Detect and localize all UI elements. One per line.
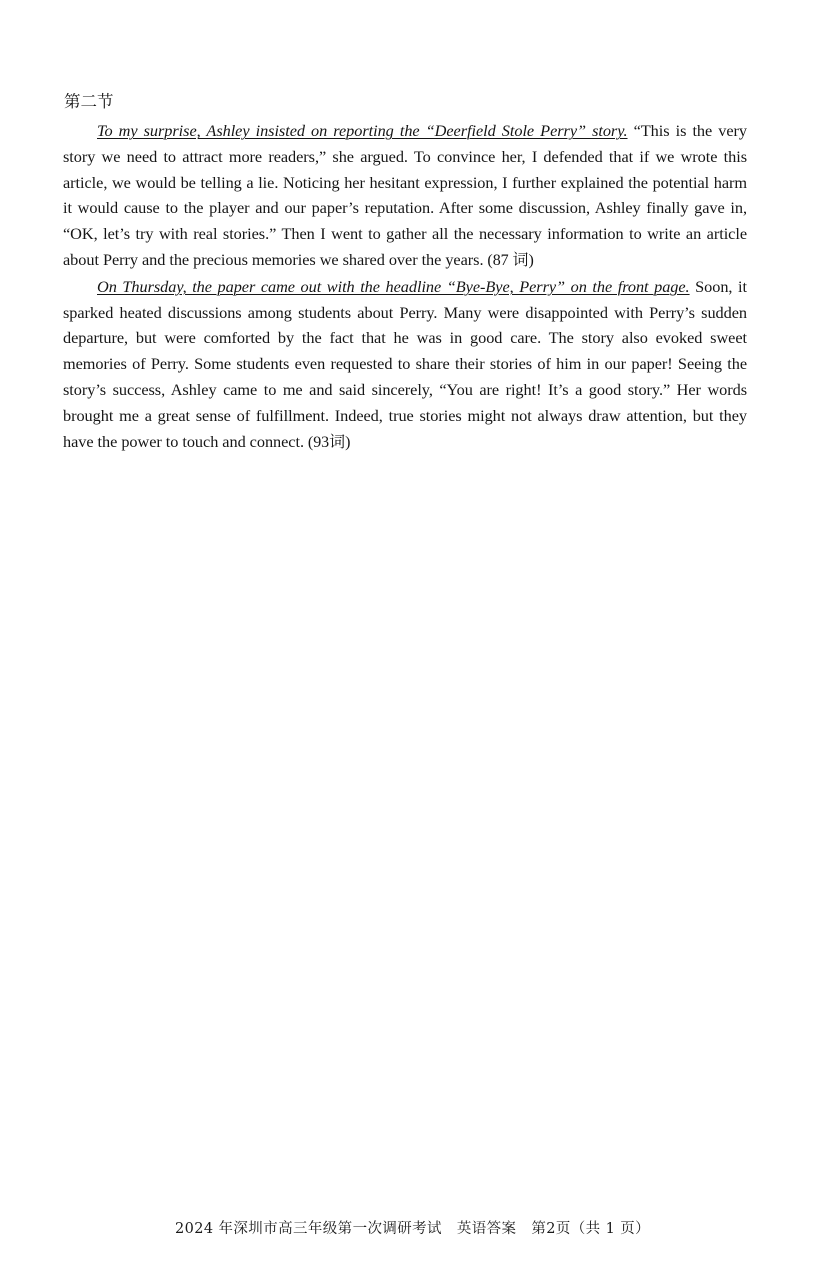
page-footer: 2024 年深圳市高三年级第一次调研考试 英语答案 第2页（共 1 页）: [174, 1221, 651, 1237]
paragraph-1-lead-sentence: To my surprise, Ashley insisted on reporting the “Deerfield Stole Perry” story.: [97, 121, 628, 140]
paragraph-2-lead-sentence: On Thursday, the paper came out with the headline “Bye-Bye, Perry” on the front page.: [97, 276, 690, 296]
answer-body: [63, 118, 747, 455]
paragraph-1-body: “This is the very story we need to attract more readers,” she argued. To convince her, I defended that if we wrote this article, we would be telling a lie. Noticing her hesitant expression, I further explained the potential harm it would cause to the player and our paper’s reputation. After some discussion, Ashley finally gave in, “OK, let’s try with real stories.” Then I went to gather all the necessary information to write an article about Perry and the precious memories we shared over the years.: [63, 121, 747, 269]
section-heading: 第二节: [64, 92, 114, 111]
paragraph-2-body: Soon, it sparked heated discussions among students about Perry. Many were disappointed with Perry’s sudden departure, but were comforted by the fact that he was in good care. The story also evoked sweet memories of Perry. Some students even requested to share their stories of him in our paper! Seeing the story’s success, Ashley came to me and said sincerely, “You are right! It’s a good story.” Her words brought me a great sense of fulfillment. Indeed, true stories might not always draw attention, but they have the power to touch and connect.: [63, 276, 747, 451]
paragraph-2: [63, 274, 747, 456]
paragraph-1: [63, 118, 747, 274]
paragraph-1-word-count: (87 词): [483, 251, 534, 269]
paragraph-2-word-count: (93词): [303, 433, 351, 451]
